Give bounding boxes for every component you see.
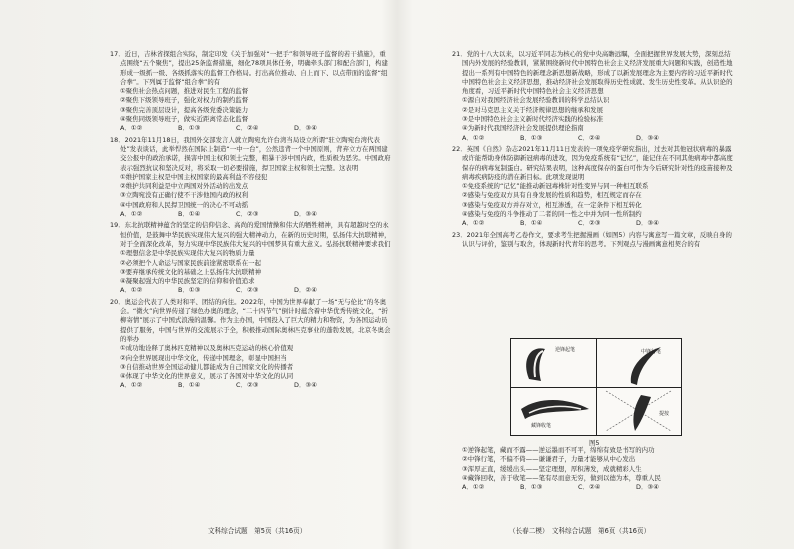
question-20-option-2: ②向全世界展现出中华文化，传递中国理念，彰显中国担当 <box>120 353 287 362</box>
answer-a: A．①② <box>120 286 143 295</box>
question-17-answers <box>110 124 392 133</box>
right-page-column <box>452 50 735 251</box>
answer-b: B．①④ <box>178 381 201 390</box>
question-20-option-1: ①成功地诠释了奥林匹克精神以及奥林匹克运动的核心价值观 <box>120 344 294 353</box>
question-17-option-3: ③聚焦完善顶层设计，提高各级党委决策能力 <box>120 105 249 114</box>
figure-label-middle-stroke: 中锋行笔 <box>641 349 662 355</box>
question-19-option-4: ④凝聚起强大的中华民族坚定的信仰和价值追求 <box>120 277 255 286</box>
answer-b: B．①③ <box>520 483 543 492</box>
question-22-option-1: ①免疫系统的“记忆”能推动新冠毒株针对性变异与同一种相互联系 <box>462 182 649 191</box>
question-22-answers <box>452 219 735 228</box>
answer-b: B．①③ <box>520 133 543 142</box>
question-21-stem: 21．党的十八大以来，以习近平同志为核心的党中央高瞻远瞩，全面把握世界发展大势，深刻总结国内外发展的经验教训，紧紧围绕新时代中国特色社会主义经济发展重大问题和实践，创造性地提出一系列有中国特色的新理念新思想新战略，形成了以新发展理念为主要内容的习近平新时代中国特色社会主义经济思想，推动经济社会发展取得历史性成就、发生历史性变革。从认识论的角度看，习近平新时代中国特色社会主义经济思想 <box>452 50 733 96</box>
left-page-footer: 文科综合试题 第5页（共16页） <box>208 527 307 535</box>
question-19-option-1: ①理想信念是中华民族实现伟大复兴的物质力量 <box>120 249 255 258</box>
question-19-answers <box>110 286 392 295</box>
question-18 <box>110 136 392 220</box>
answer-d: D．③④ <box>636 219 659 228</box>
question-18-option-4: ④中国政府和人民捍卫国统一的决心不可动摇 <box>120 200 249 209</box>
figure-5-caption: 图5 <box>589 439 600 447</box>
question-20-stem: 20．奥运会代表了人类对和平、团结的向往。2022年，中国为世界奉献了一场“无与伦比”的冬奥会。“微火”向世界传递了绿色办奥的理念，“二十四节气”倒计时蕴含着中华优秀传统文化，“折柳寄情”展示了中国式浪漫的温馨。作为主办国，中国投入了巨大的精力和物资，为各国运动员提供了服务，中国与世界的交流展示于全，积极推动国际奥林匹克事业的蓬勃发展，北京冬奥会的举办 <box>110 297 391 343</box>
question-19 <box>110 221 392 295</box>
answer-a: A．①② <box>462 483 485 492</box>
answer-a: A．①② <box>120 210 143 219</box>
figure-label-start-stroke: 逆锋起笔 <box>555 347 576 353</box>
answer-c: C．②④ <box>578 483 601 492</box>
answer-c: C．②④ <box>236 124 259 133</box>
answer-c: C．②③ <box>236 381 259 390</box>
answer-d: D．③④ <box>636 133 659 142</box>
answer-b: B．①③ <box>178 124 201 133</box>
answer-c: C．②④ <box>578 133 601 142</box>
answer-a: A．①② <box>462 219 485 228</box>
answer-a: A．①② <box>120 124 143 133</box>
answer-d: D．③④ <box>294 381 317 390</box>
answer-a: A．①② <box>462 133 485 142</box>
answer-d: D．②④ <box>294 286 317 295</box>
question-22-option-3: ③感染与免疫双方并存对立，相互渗透，在一定条件下相互转化 <box>462 200 642 209</box>
question-23-option-4: ④藏锋回收，善于收笔——笔有尽而意无穷，做到以德为本，尊重人民 <box>462 473 661 482</box>
question-22-option-2: ②感染与免疫双方具有自身发展的性质和趋势，相互规定而存在 <box>462 191 642 200</box>
right-page-footer: （长春二模） 文科综合试题 第6页（共16页） <box>509 527 651 535</box>
question-19-option-2: ②必须把个人命运与国家民族前途紧密联系在一起 <box>120 258 262 267</box>
question-21-answers <box>452 134 735 143</box>
figure-label-press-lift: 提按 <box>659 411 670 417</box>
question-22 <box>452 145 735 229</box>
answer-d: D．③④ <box>636 483 659 492</box>
answer-d: D．③④ <box>294 124 317 133</box>
question-17-option-2: ②聚焦下级领导班子，强化对权力的制约监督 <box>120 96 249 105</box>
answer-b: B．①④ <box>178 210 201 219</box>
question-17-option-4: ④聚焦同级领导班子，做实近距离常态化监督 <box>120 115 249 124</box>
question-23-stem: 23．2021年全国高考乙卷作文，要求考生把握漫画（如图5）内容与寓意写一篇文章，反映自身的认识与评价，鉴别与取舍，体现新时代青年的思考。下列观点与漫画寓意相契合的有 <box>452 230 732 248</box>
question-17-option-1: ①聚焦社会热点问题，推进对民生工程的监督 <box>120 87 249 96</box>
question-18-option-1: ①维护国家主权是中国主权国家的最高利益不容侵犯 <box>120 172 268 181</box>
question-21-option-3: ③是中国特色社会主义新时代经济实践的检验标准 <box>462 115 604 124</box>
question-23-answers <box>452 483 735 492</box>
question-20-option-4: ④体现了中华文化的世界意义，展示了各国对中华文化的认同 <box>120 372 294 381</box>
answer-d: D．③④ <box>294 210 317 219</box>
question-17-stem: 17．近日，吉林省探组合实际，制定印发《关于加强对“一把手”和领导班子监督的若干措施》，重点围绕“五个聚焦”，提出25条监督措施，细化78项具体任务，明确牵头部门和配合部门，构建形成一级抓一级、各级抓落实的监督工作格局。打出高位推动、自上而下、以点带面的监督“组合拳”。下列属于监督“组合拳”的有 <box>110 50 388 86</box>
question-20-option-3: ③自信推动世界全国运动健儿都能成为自己国家文化的传播者 <box>120 362 294 371</box>
answer-c: C．②③ <box>236 210 259 219</box>
answer-b: B．①④ <box>520 219 543 228</box>
answer-c: C．②③ <box>236 286 259 295</box>
question-18-answers <box>110 210 392 219</box>
question-18-option-3: ③立陶宛没有正确行使不干涉他国内政的权利 <box>120 191 249 200</box>
figure-5-brush-strokes <box>510 338 682 436</box>
answer-c: C．②③ <box>578 219 601 228</box>
question-21 <box>452 50 735 143</box>
question-22-stem: 22．英国《自然》杂志2021年11月11日发表的一项免疫学研究指出，过去对其他冠状病毒的暴露或许能帮助身体防御新冠病毒的进攻，因为免疫系统有“记忆”，能记住在不同其他病毒中都高度保存的病毒复制蛋白。研究结果表明，这种高度保存的蛋白可作为今后研究针对性的疫苗接种及病毒疾病防疫的潜在新目标。此项发现说明 <box>452 144 733 181</box>
left-page-column <box>110 50 392 393</box>
question-21-option-4: ④为新时代我国经济社会发展提供理论指南 <box>462 124 584 133</box>
question-23 <box>452 231 735 250</box>
answer-b: B．①③ <box>178 286 201 295</box>
question-18-stem: 18．2021年11月18日，我国外交部发言人就立陶宛允许台湾当局设立所谓“驻立陶宛台湾代表处”发表谈话，此举悍然在国际上制造“一中一台”，公然违背一个中国原则，背弃立方在两国建交公报中的政治承诺，损害中国主权和领土完整，粗暴干涉中国内政，性质极为恶劣。中国政府表示强烈抗议和坚决反对，将采取一切必要措施，捍卫国家主权和领土完整。这表明 <box>110 135 391 172</box>
figure-label-end-stroke: 藏锋收笔 <box>531 423 552 429</box>
question-17 <box>110 50 392 134</box>
question-23-option-1: ①逆锋起笔，藏而不露——逆运墨而不可平，绵绵有致是书写的内功 <box>462 446 655 454</box>
question-19-option-3: ③要弃继承传统文化的基础之上弘扬伟大抗联精神 <box>120 267 262 276</box>
question-21-option-1: ①源自对我国经济社会发展经验教训的科学总结认识 <box>462 96 610 105</box>
question-21-option-2: ②是对马克思主义关于经济规律思想的继承和发展 <box>462 105 604 114</box>
question-23-options <box>452 446 735 492</box>
question-23-option-2: ②中锋行笔，不偏不倚——谦谦君子，力量才能够从中心发出 <box>462 455 636 464</box>
question-23-option-3: ③浑厚正直，缓缓出头——坚定理想，厚积薄发，成就精彩人生 <box>462 464 642 473</box>
answer-a: A．①② <box>120 381 143 390</box>
question-19-stem: 19．东北抗联精神蕴含的坚定的信仰信念、高尚的爱国情操和伟大的牺牲精神，具有超越时空的永恒价值，是鼓舞中华民族实现伟大复兴的强大精神动力，在新的历史时期，弘扬伟大抗联精神，对于全面深化改革，努力实现中华民族伟大复兴的中国梦具有重大意义。弘扬抗联精神要求我们 <box>110 221 391 248</box>
question-20-answers <box>110 381 392 390</box>
question-20 <box>110 298 392 391</box>
question-22-option-4: ④感染与免疫的斗争推动了二者的同一性之中并为同一性所制约 <box>462 210 642 219</box>
question-18-option-2: ②维护共同利益是中立两国对外活动的出发点 <box>120 182 249 191</box>
